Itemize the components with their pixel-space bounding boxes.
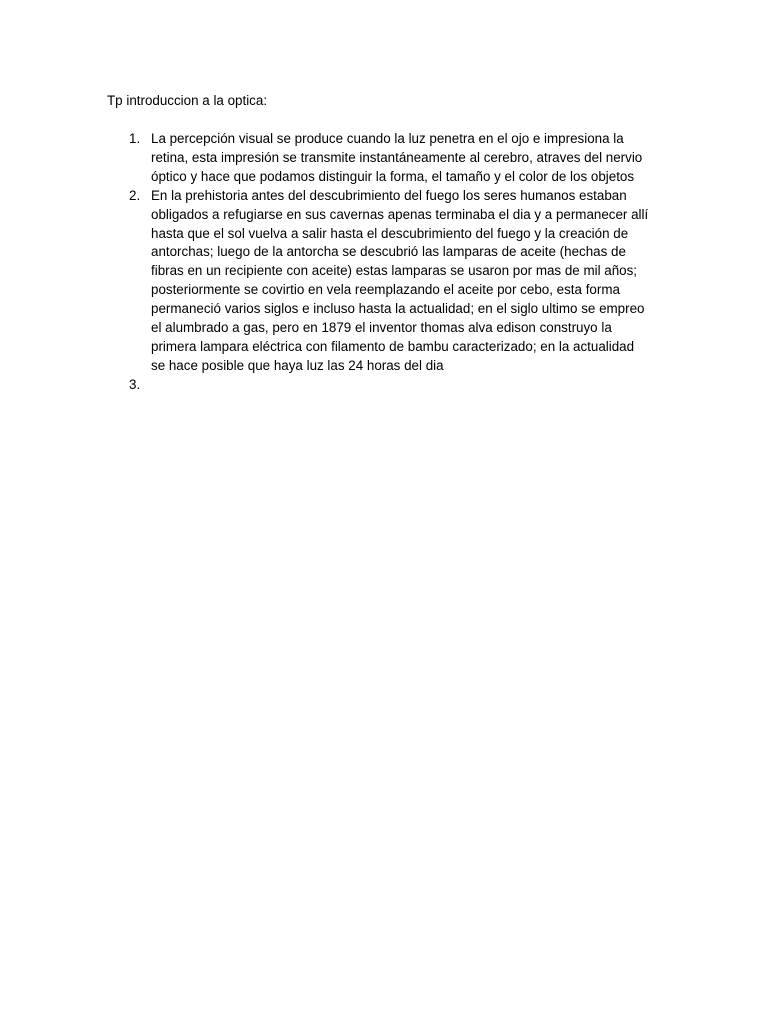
document-title: Tp introduccion a la optica: bbox=[107, 93, 268, 108]
list-number: 3. bbox=[129, 376, 141, 392]
list-number: 2. bbox=[129, 187, 141, 203]
list-item-2 bbox=[107, 187, 667, 376]
list-item-3 bbox=[107, 376, 667, 395]
list-item-1 bbox=[107, 130, 667, 187]
list-item-text[interactable] bbox=[151, 376, 667, 395]
list-item-text: La percepción visual se produce cuando la luz penetra en el ojo e impresiona la retina, esta impresión se transmite instantáneamente al cerebro, atraves del nervio óptico y hace que podamos distinguir la forma, el tamaño y el color de los objetos bbox=[151, 131, 643, 184]
numbered-list bbox=[107, 130, 667, 395]
list-item-text: En la prehistoria antes del descubrimiento del fuego los seres humanos estaban obligados a refugiarse en sus cavernas apenas terminaba el dia y a permanecer allí hasta que el sol vuelva a salir hasta el descubrimiento del fuego y la creación de antorchas; luego de la antorcha se descubrió las lamparas de aceite (hechas de fibras en un recipiente con aceite) estas lamparas se usaron por mas de mil años; posteriormente se covirtio en vela reemplazando el aceite por cebo, esta forma permaneció varios siglos e incluso hasta la actualidad; en el siglo ultimo se empreo el alumbrado a gas, pero en 1879 el inventor thomas alva edison construyo la primera lampara eléctrica con filamento de bambu caracterizado; en la actualidad se hace posible que haya luz las 24 horas del dia bbox=[151, 187, 649, 373]
list-number: 1. bbox=[129, 131, 141, 146]
